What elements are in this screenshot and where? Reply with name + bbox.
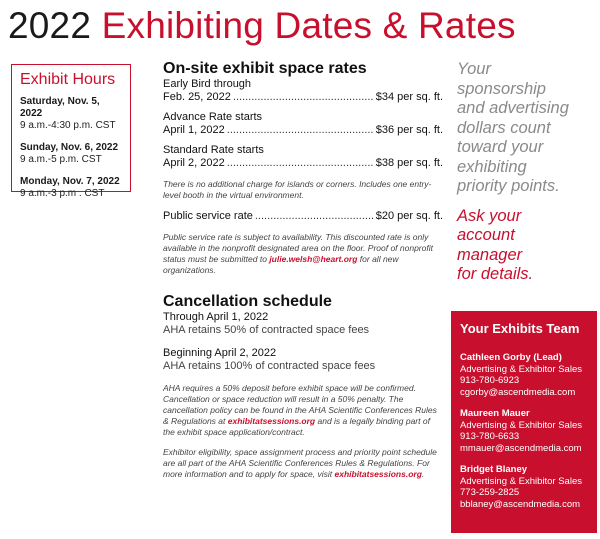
exhibits-team-box	[451, 311, 597, 533]
note-text: Public service rate is subject to availability. This discounted rate is only available in the nonprofit designated area on the floor. Proof of nonprofit status must be submitted to	[163, 232, 433, 264]
rate-item-early-bird	[163, 78, 443, 104]
text-line: manager	[457, 245, 523, 264]
rate-item-standard	[163, 144, 443, 170]
member-email[interactable]: cgorby@ascendmedia.com	[460, 386, 576, 398]
hours-day-1	[20, 96, 122, 132]
hours-day-label: Monday, Nov. 7, 2022	[20, 176, 120, 187]
rate-label: Early Bird through	[163, 78, 252, 90]
text-line: toward your	[457, 138, 544, 156]
text-line: dollars count	[457, 118, 551, 137]
note-text: for all new organizations.	[163, 254, 399, 275]
contact-email-link[interactable]: julie.welsh@heart.org	[269, 254, 358, 264]
team-member	[460, 464, 588, 510]
member-name: Cathleen Gorby (Lead)	[460, 352, 562, 363]
text-line: and advertising	[457, 99, 569, 117]
rate-date: Feb. 25, 2022	[163, 91, 231, 103]
text-line: for details.	[457, 265, 534, 283]
cancellation-note	[163, 383, 443, 438]
public-service-rate	[163, 210, 443, 223]
exhibit-sessions-link[interactable]: exhibitatsessions.org	[334, 469, 422, 479]
sponsorship-text	[457, 60, 597, 197]
hours-day-label: Sunday, Nov. 6, 2022	[20, 142, 119, 153]
dot-leader	[255, 210, 374, 223]
hours-day-2	[20, 142, 122, 166]
member-phone: 913-780-6633	[460, 431, 520, 442]
sponsorship-callout	[457, 60, 597, 285]
text-line: Your	[457, 60, 491, 78]
rate-price: $34 per sq. ft.	[375, 91, 443, 103]
note-text: AHA requires a 50% deposit before exhibit space will be confirmed. Cancellation or space reduction will result in a 50% penalty. The cancellation policy can be found in the AHA Scientific Conferences Rules & Regulations at	[163, 383, 437, 426]
member-phone: 773-259-2825	[460, 487, 520, 498]
member-name: Bridget Blaney	[460, 464, 528, 475]
text-line: account	[457, 226, 515, 244]
text-line: sponsorship	[457, 79, 546, 98]
hours-day-3	[20, 176, 122, 200]
public-rate-note	[163, 232, 443, 276]
note-text: Exhibitor eligibility, space assignment process and priority point schedule are all part of the AHA Scientific Conferences Rules & Regulations. For more information and to apply for space, visit	[163, 447, 437, 479]
rate-date: April 1, 2022	[163, 124, 225, 136]
dot-leader	[227, 157, 374, 170]
member-phone: 913-780-6923	[460, 375, 520, 386]
cancellation-date: Through April 1, 2022	[163, 311, 269, 323]
rate-line	[163, 157, 443, 170]
page-title	[8, 4, 516, 48]
exhibit-hours-title: Exhibit Hours	[20, 71, 116, 88]
ask-manager-text	[457, 207, 597, 285]
cancellation-item-2	[163, 347, 443, 373]
public-rate-label: Public service rate	[163, 210, 253, 222]
cancellation-text: AHA retains 50% of contracted space fees	[163, 324, 370, 336]
public-rate-price: $20 per sq. ft.	[375, 210, 443, 222]
member-role: Advertising & Exhibitor Sales	[460, 363, 582, 375]
cancellation-text: AHA retains 100% of contracted space fees	[163, 360, 376, 372]
rate-price: $38 per sq. ft.	[375, 157, 443, 169]
rates-column	[163, 60, 443, 480]
hours-day-time: 9 a.m.-3 p.m . CST	[20, 188, 105, 199]
cancellation-item-1	[163, 311, 443, 337]
team-title: Your Exhibits Team	[460, 321, 580, 336]
rate-item-advance	[163, 111, 443, 137]
member-email[interactable]: bblaney@ascendmedia.com	[460, 498, 581, 510]
team-member	[460, 352, 588, 398]
note-text: .	[421, 469, 425, 479]
eligibility-note	[163, 447, 443, 480]
rate-label: Advance Rate starts	[163, 111, 263, 123]
hours-day-time: 9 a.m.-4:30 p.m. CST	[20, 120, 116, 131]
rate-label: Standard Rate starts	[163, 144, 264, 156]
text-line: priority points.	[457, 177, 560, 195]
hours-day-time: 9 a.m.-5 p.m. CST	[20, 154, 102, 165]
text-line: Ask your	[457, 206, 522, 225]
note-text: and is a legally binding part of the exhibit space application/contract.	[163, 416, 430, 437]
dot-leader	[233, 91, 374, 104]
rate-date: April 2, 2022	[163, 157, 225, 169]
text-line: exhibiting	[457, 157, 527, 176]
exhibit-sessions-link[interactable]: exhibitatsessions.org	[227, 416, 316, 426]
rate-line	[163, 124, 443, 137]
hours-day-label: Saturday, Nov. 5, 2022	[20, 96, 100, 119]
rates-note: There is no additional charge for islands or corners. Includes one entry-level booth in the virtual environment.	[163, 179, 432, 200]
member-role: Advertising & Exhibitor Sales	[460, 419, 582, 431]
cancellation-heading: Cancellation schedule	[163, 293, 332, 310]
member-name: Maureen Mauer	[460, 408, 530, 419]
title-year: 2022	[8, 5, 92, 46]
rate-line	[163, 91, 443, 104]
exhibit-hours-box	[11, 64, 131, 199]
cancellation-date: Beginning April 2, 2022	[163, 347, 277, 359]
title-text: Exhibiting Dates & Rates	[101, 5, 516, 46]
rates-heading: On-site exhibit space rates	[163, 60, 367, 77]
member-email[interactable]: mmauer@ascendmedia.com	[460, 442, 582, 454]
team-member	[460, 408, 588, 454]
member-role: Advertising & Exhibitor Sales	[460, 475, 582, 487]
rate-price: $36 per sq. ft.	[375, 124, 443, 136]
dot-leader	[227, 124, 374, 137]
